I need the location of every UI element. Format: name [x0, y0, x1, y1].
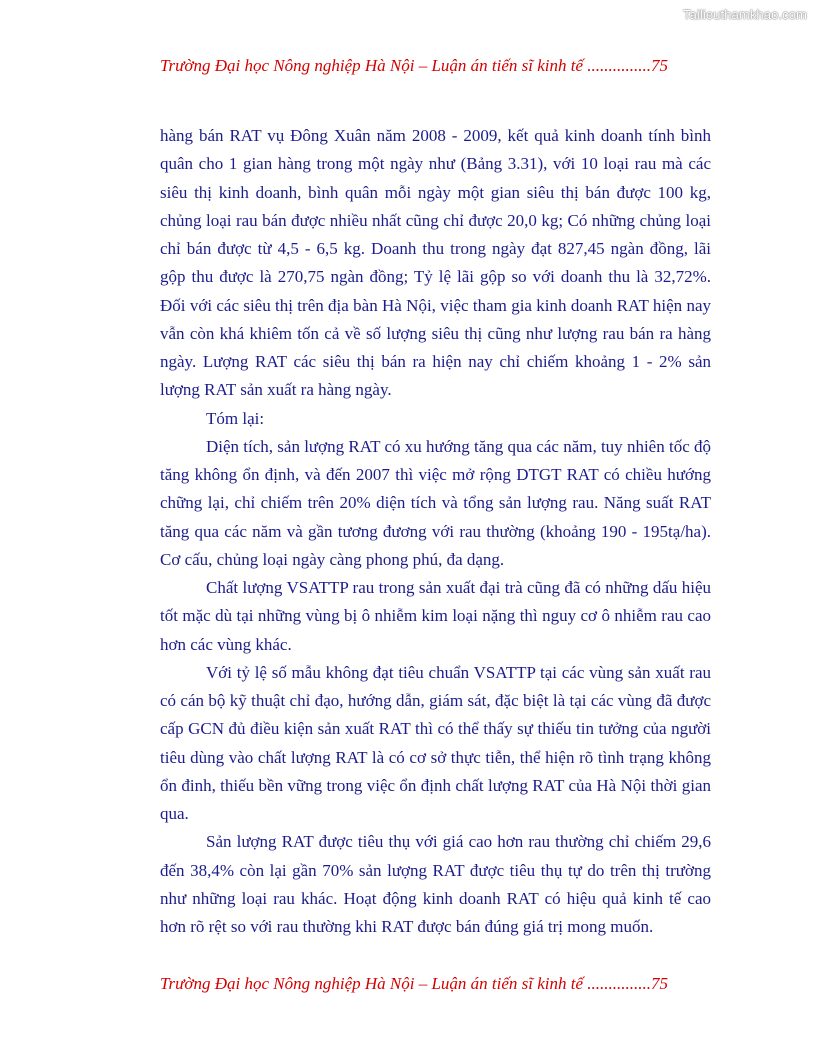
paragraph-sample-compliance: Với tỷ lệ số mẫu không đạt tiêu chuẩn VSATTP tại các vùng sản xuất rau có cán bộ kỹ thuật chỉ đạo, hướng dẫn, giám sát, đặc biệt là tại các vùng đã được cấp GCN đủ điều kiện sản xuất RAT thì có thể thấy sự thiếu tin tưởng của người tiêu dùng vào chất lượng RAT là có cơ sở thực tiễn, thể hiện rõ tình trạng không ổn đinh, thiếu bền vững trong việc ổn định chất lượng RAT của Hà Nội thời gian qua. — [160, 662, 711, 823]
paragraph-area-output: Diện tích, sản lượng RAT có xu hướng tăng qua các năm, tuy nhiên tốc độ tăng không ổn định, và đến 2007 thì việc mở rộng DTGT RAT có chiều hướng chững lại, chỉ chiếm trên 20% diện tích và tổng sản lượng rau. Năng suất RAT tăng qua các năm và gần tương đương với rau thường (khoảng 190 - 195tạ/ha). Cơ cấu, chủng loại ngày càng phong phú, đa dạng. — [160, 436, 711, 569]
document-body — [160, 122, 711, 941]
paragraph-summary-heading: Tóm lại: — [206, 408, 265, 428]
running-header: Trường Đại học Nông nghiệp Hà Nội – Luận án tiến sĩ kinh tế ...............75 — [160, 56, 669, 75]
running-footer: Trường Đại học Nông nghiệp Hà Nội – Luận án tiến sĩ kinh tế ...............75 — [160, 974, 669, 993]
paragraph-continuation: hàng bán RAT vụ Đông Xuân năm 2008 - 2009, kết quả kinh doanh tính bình quân cho 1 gian hàng trong một ngày như (Bảng 3.31), với 10 loại rau mà các siêu thị kinh doanh, bình quân mỗi ngày một gian siêu thị bán được 100 kg, chủng loại rau bán được nhiều nhất cũng chỉ được 20,0 kg; Có những chủng loại chỉ bán được từ 4,5 - 6,5 kg. Doanh thu trong ngày đạt 827,45 ngàn đồng, lãi gộp thu được là 270,75 ngàn đồng; Tỷ lệ lãi gộp so với doanh thu là 32,72%. Đối với các siêu thị trên địa bàn Hà Nội, việc tham gia kinh doanh RAT hiện nay vẫn còn khá khiêm tốn cả về số lượng siêu thị cũng như lượng rau bán ra hàng ngày. Lượng RAT các siêu thị bán ra hiện nay chỉ chiếm khoảng 1 - 2% sản lượng RAT sản xuất ra hàng ngày. — [160, 126, 711, 400]
watermark-text: Tailieuthamkhao.com — [682, 7, 807, 22]
paragraph-consumption: Sản lượng RAT được tiêu thụ với giá cao hơn rau thường chỉ chiếm 29,6 đến 38,4% còn lại gần 70% sản lượng RAT được tiêu thụ tự do trên thị trường như những loại rau khác. Hoạt động kinh doanh RAT có hiệu quả kinh tế cao hơn rõ rệt so với rau thường khi RAT được bán đúng giá trị mong muốn. — [160, 832, 711, 936]
paragraph-food-safety-quality: Chất lượng VSATTP rau trong sản xuất đại trà cũng đã có những dấu hiệu tốt mặc dù tại những vùng bị ô nhiễm kim loại nặng thì nguy cơ ô nhiễm rau cao hơn các vùng khác. — [160, 578, 711, 654]
